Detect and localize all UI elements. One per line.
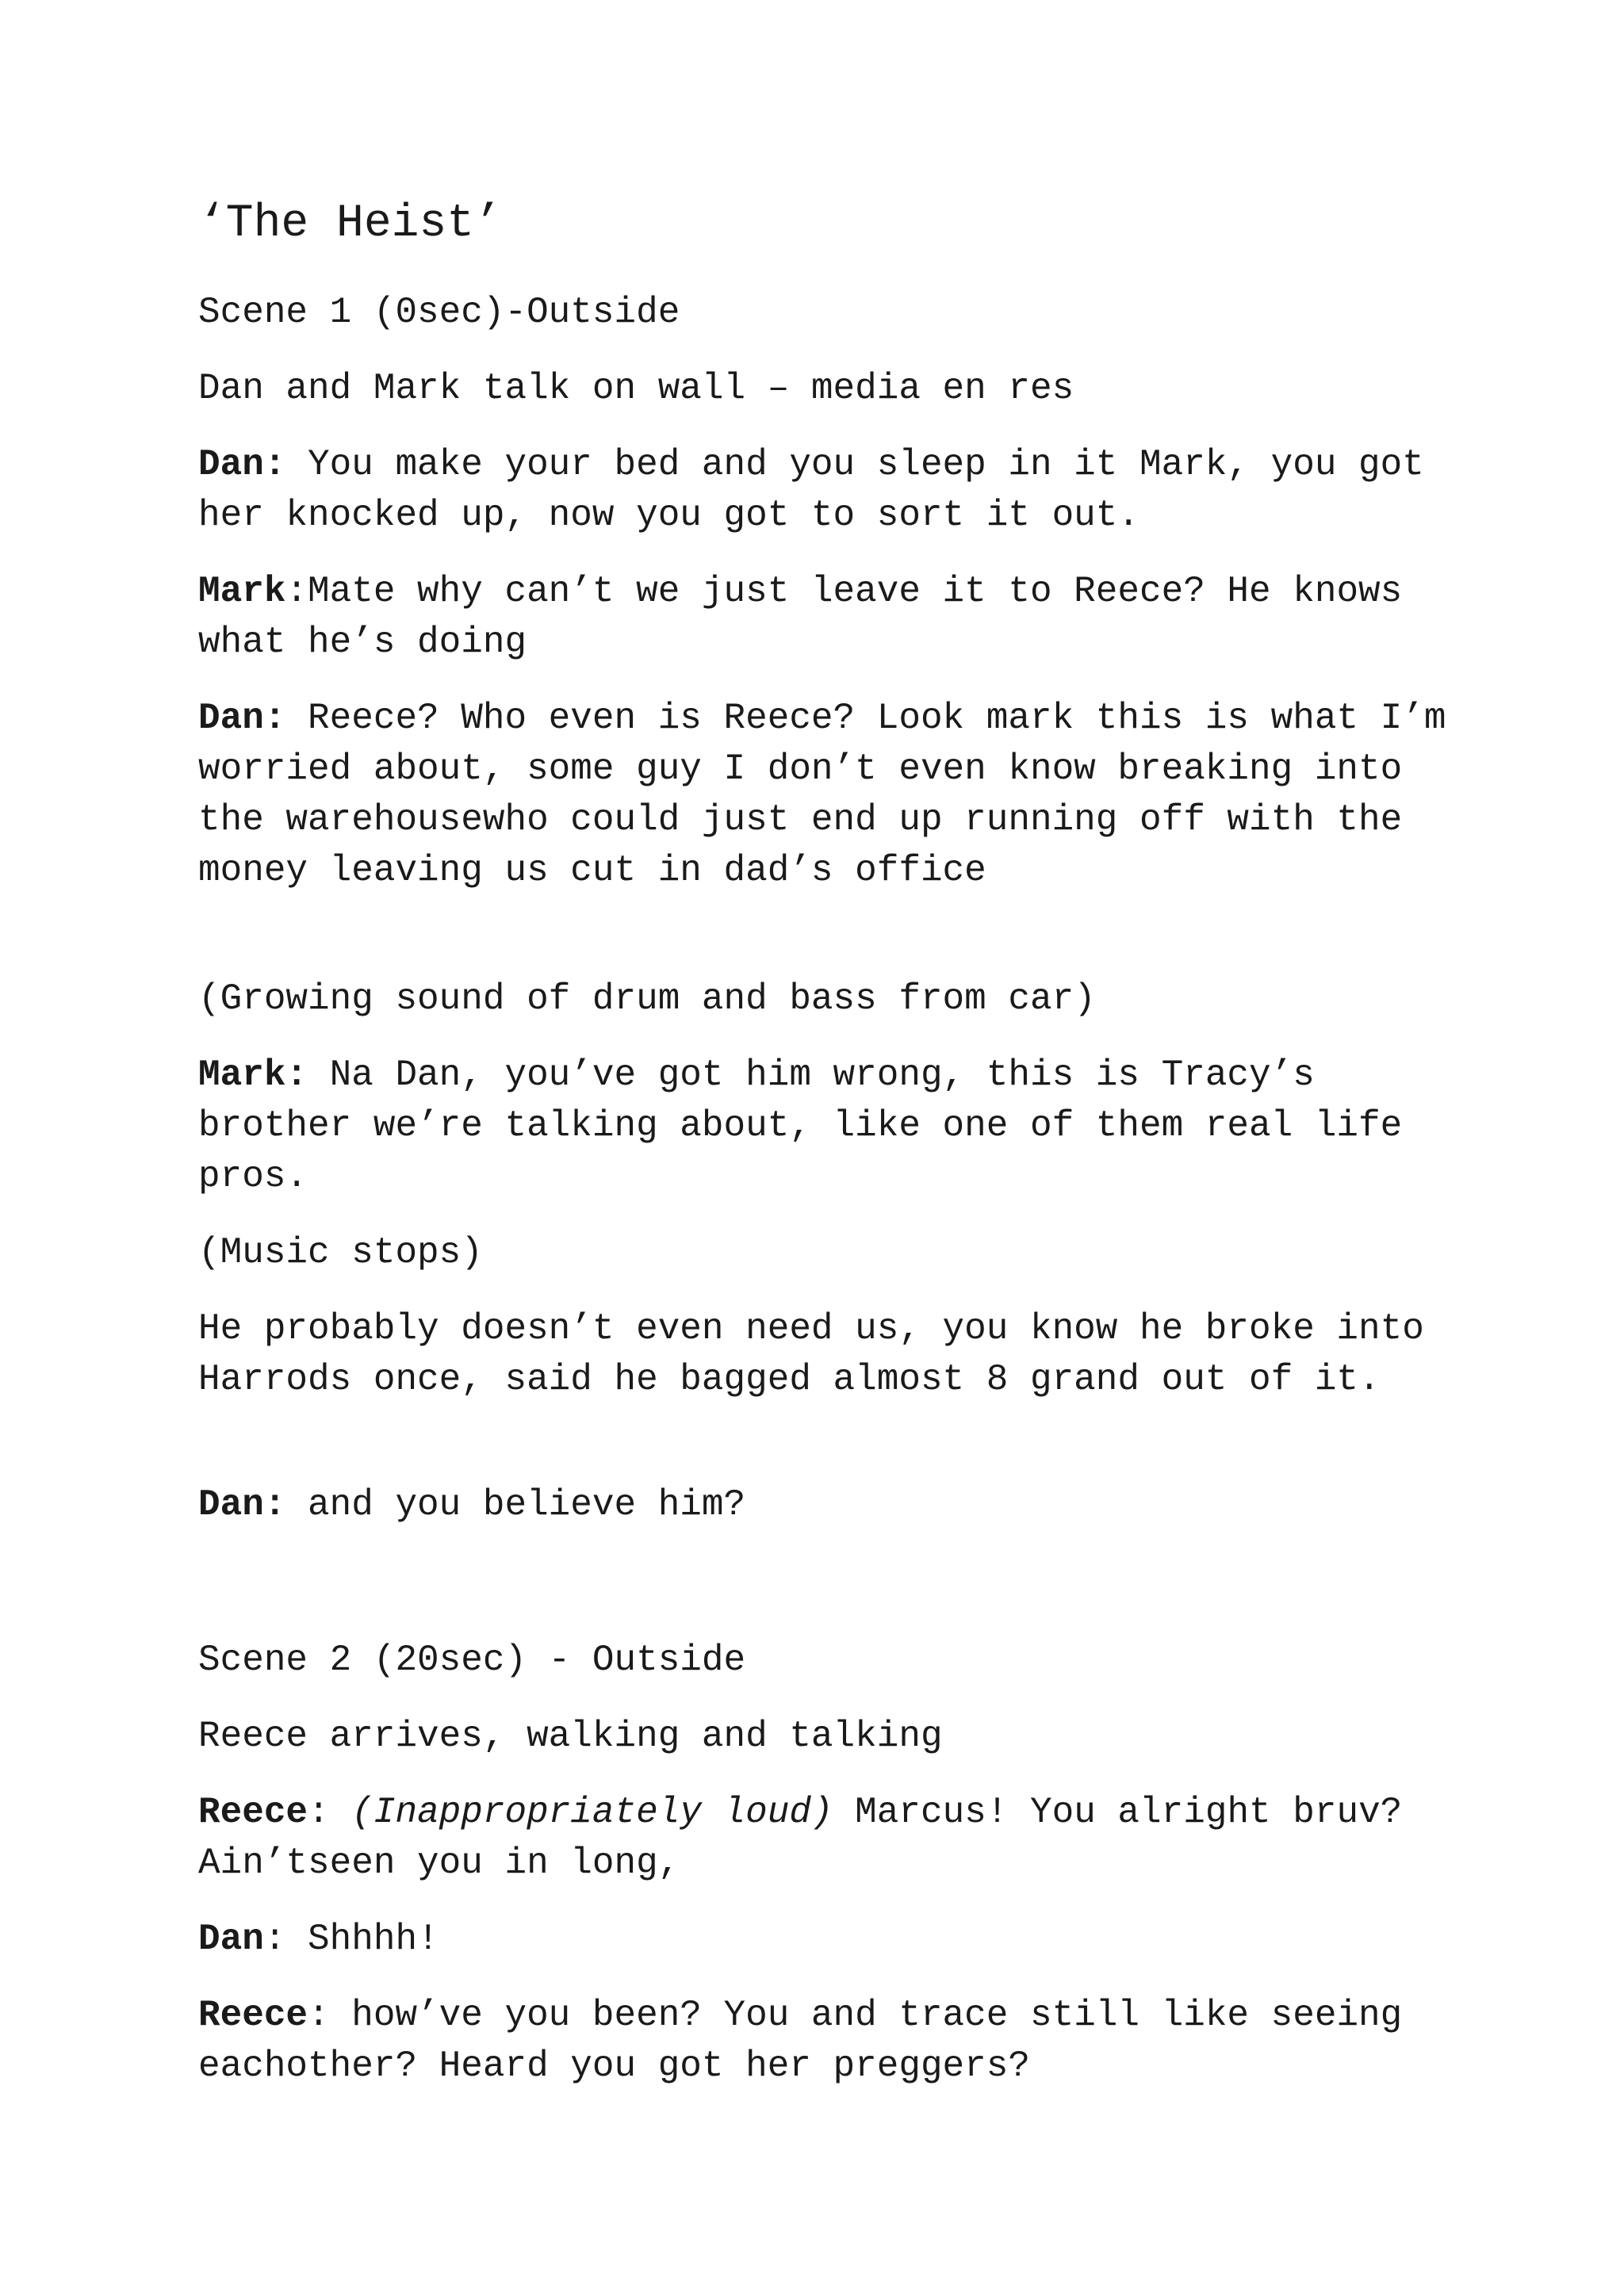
dialogue-text: You make your bed and you sleep in it Mark, you got her knocked up, now you got to sort it out. [198, 444, 1424, 536]
scene-1-heading: Scene 1 (0sec)-Outside [198, 292, 680, 333]
speaker-name: Mark: [198, 1054, 308, 1096]
dialogue-line [198, 1479, 1467, 1530]
speaker-name: Dan: [198, 444, 286, 485]
dialogue-text: and you believe him? [285, 1484, 746, 1525]
speaker-name: Reece [198, 1792, 308, 1833]
dialogue-line [198, 1990, 1467, 2091]
sound-direction: (Growing sound of drum and bass from car) [198, 978, 1096, 1020]
speaker-name: Mark [198, 571, 286, 612]
sound-direction: (Music stops) [198, 1232, 483, 1273]
scene-2-heading: Scene 2 (20sec) - Outside [198, 1640, 746, 1681]
speaker-name: Reece [198, 1995, 308, 2036]
dialogue-text: Marcus! You alright bruv? Ain’tseen you in long, [198, 1792, 1403, 1884]
speaker-name: Dan: [198, 1484, 286, 1525]
dialogue-text: :Mate why can’t we just leave it to Reece? He knows what he’s doing [198, 571, 1403, 663]
dialogue-line [198, 1787, 1467, 1888]
dialogue-text: Na Dan, you’ve got him wrong, this is Tracy’s brother we’re talking about, like one of them real life pros. [198, 1054, 1403, 1197]
dialogue-continuation: He probably doesn’t even need us, you know he broke into Harrods once, said he bagged almost 8 grand out of it. [198, 1308, 1424, 1400]
dialogue-line [198, 1914, 1467, 1965]
speaker-name: Dan: [198, 698, 286, 739]
dialogue-text: : Shhhh! [263, 1919, 439, 1960]
dialogue-line [198, 693, 1467, 896]
dialogue-line [198, 566, 1467, 668]
dialogue-text: Reece? Who even is Reece? Look mark this is what I’m worried about, some guy I don’t even know breaking into the warehousewho could just end up running off with the money leaving us cut in dad’s office [198, 698, 1446, 891]
dialogue-text: : how’ve you been? You and trace still like seeing eachother? Heard you got her preggers? [198, 1995, 1403, 2087]
script-title: ‘The Heist’ [198, 198, 502, 250]
dialogue-line [198, 439, 1467, 541]
speaker-colon: : [308, 1792, 330, 1833]
scene-2-direction: Reece arrives, walking and talking [198, 1716, 943, 1757]
speaker-name: Dan [198, 1919, 264, 1960]
stage-direction: (Inappropriately loud) [351, 1792, 833, 1833]
dialogue-line [198, 1050, 1467, 1202]
scene-1-direction: Dan and Mark talk on wall – media en res [198, 368, 1074, 409]
